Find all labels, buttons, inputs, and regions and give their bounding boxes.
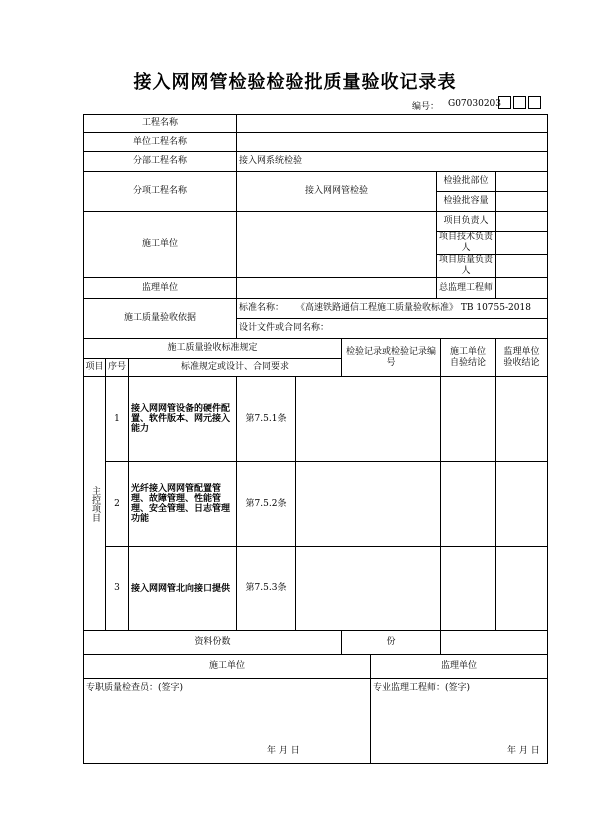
batch-location-label: 检验批部位	[437, 172, 496, 192]
item-record[interactable]	[296, 377, 441, 462]
supervision-conclusion-header: 监理单位验收结论	[496, 339, 548, 377]
basis-label: 施工质量验收依据	[84, 299, 237, 339]
main-control-label: 主控项目	[84, 377, 106, 631]
doc-count-blank	[441, 631, 548, 655]
footer-construction-unit: 施工单位	[84, 655, 371, 679]
construction-conclusion-header: 施工单位自验结论	[441, 339, 496, 377]
code-value: G07030203	[448, 99, 501, 109]
item-construction-result[interactable]	[441, 462, 496, 547]
code-box-3[interactable]	[528, 96, 541, 109]
standard-row	[237, 299, 548, 319]
item-project-value[interactable]: 接入网网管检验	[237, 172, 437, 212]
item-record[interactable]	[296, 462, 441, 547]
item-supervision-result[interactable]	[496, 377, 548, 462]
supervisor-engineer-label: 专业监理工程师：(签字)	[373, 683, 471, 693]
item-record[interactable]	[296, 547, 441, 631]
construction-signature-area[interactable]	[84, 679, 371, 764]
item-construction-result[interactable]	[441, 547, 496, 631]
chief-supervisor-label: 总监理工程师	[437, 278, 496, 299]
item-seq: 1	[106, 377, 129, 462]
item-clause: 第7.5.1条	[237, 377, 296, 462]
project-manager-label: 项目负责人	[437, 212, 496, 232]
record-header: 检验记录或检验记录编号	[342, 339, 441, 377]
page-title: 接入网网管检验检验批质量验收记录表	[133, 72, 457, 93]
item-text: 接入网网管北向接口提供	[129, 547, 237, 631]
table-row	[84, 462, 548, 547]
sub-project-label: 分部工程名称	[84, 152, 237, 172]
sub-project-value[interactable]: 接入网系统检验	[237, 152, 548, 172]
tech-manager-value[interactable]	[496, 232, 548, 255]
project-manager-value[interactable]	[496, 212, 548, 232]
batch-location-value[interactable]	[496, 172, 548, 192]
supervision-unit-label: 监理单位	[84, 278, 237, 299]
doc-count-value[interactable]: 份	[342, 631, 441, 655]
requirement-header: 标准规定或设计、合同要求	[129, 359, 342, 377]
standard-label: 标准名称：	[239, 303, 285, 313]
item-supervision-result[interactable]	[496, 547, 548, 631]
tech-manager-label: 项目技术负责人	[437, 232, 496, 255]
quality-manager-label: 项目质量负责人	[437, 255, 496, 278]
chief-supervisor-value[interactable]	[496, 278, 548, 299]
unit-project-value[interactable]	[237, 133, 548, 152]
item-seq: 2	[106, 462, 129, 547]
batch-capacity-value[interactable]	[496, 192, 548, 212]
inspection-form-table	[83, 114, 548, 764]
item-text: 光纤接入网网管配置管理、故障管理、性能管理、安全管理、日志管理功能	[129, 462, 237, 547]
item-supervision-result[interactable]	[496, 462, 548, 547]
quality-inspector-label: 专职质量检查员：(签字)	[86, 683, 184, 693]
batch-capacity-label: 检验批容量	[437, 192, 496, 212]
item-seq: 3	[106, 547, 129, 631]
construction-unit-label: 施工单位	[84, 212, 237, 278]
spec-group-header: 施工质量验收标准规定	[84, 339, 342, 359]
design-doc-label[interactable]: 设计文件或合同名称：	[237, 319, 548, 339]
item-clause: 第7.5.2条	[237, 462, 296, 547]
table-row	[84, 377, 548, 462]
code-box-1[interactable]	[498, 96, 511, 109]
supervision-signature-area[interactable]	[371, 679, 548, 764]
project-name-label: 工程名称	[84, 115, 237, 133]
table-row	[84, 547, 548, 631]
construction-unit-value[interactable]	[237, 212, 437, 278]
code-label: 编号：	[412, 102, 440, 112]
item-construction-result[interactable]	[441, 377, 496, 462]
quality-manager-value[interactable]	[496, 255, 548, 278]
code-box-2[interactable]	[513, 96, 526, 109]
construction-sign-date: 年 月 日	[267, 746, 300, 756]
standard-value: 《高速铁路通信工程施工质量验收标准》 TB 10755-2018	[296, 303, 531, 313]
item-project-label: 分项工程名称	[84, 172, 237, 212]
item-text: 接入网网管设备的硬件配置、软件版本、网元接入能力	[129, 377, 237, 462]
item-header: 项目	[84, 359, 106, 377]
unit-project-label: 单位工程名称	[84, 133, 237, 152]
supervision-sign-date: 年 月 日	[507, 746, 540, 756]
supervision-unit-value[interactable]	[237, 278, 437, 299]
footer-supervision-unit: 监理单位	[371, 655, 548, 679]
doc-count-label: 资料份数	[84, 631, 342, 655]
item-clause: 第7.5.3条	[237, 547, 296, 631]
project-name-value[interactable]	[237, 115, 548, 133]
seq-header: 序号	[106, 359, 129, 377]
